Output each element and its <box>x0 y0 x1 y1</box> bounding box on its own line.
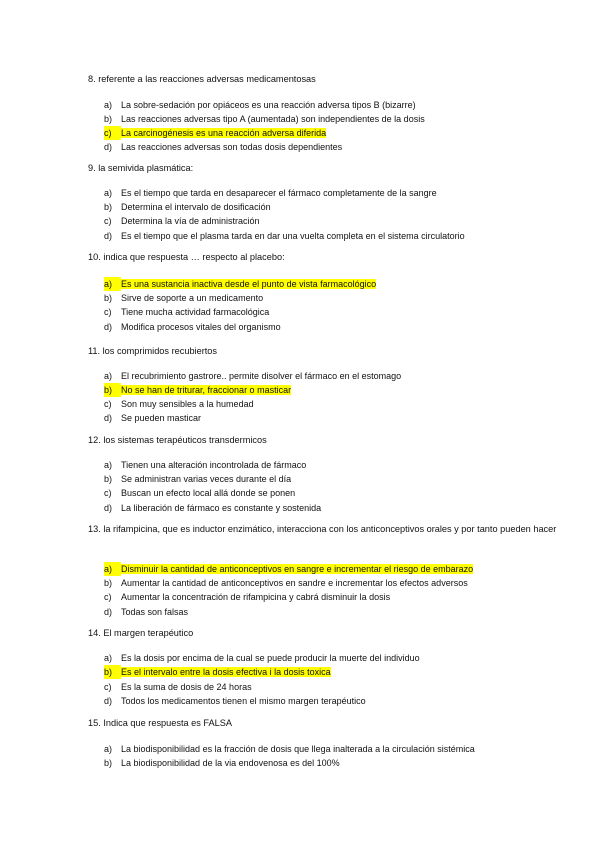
option-8-a <box>104 98 560 112</box>
option-text: Modifica procesos vitales del organismo <box>121 322 281 332</box>
option-10-b <box>104 291 560 305</box>
option-letter: a) <box>104 277 121 291</box>
highlighted-answer: No se han de triturar, fraccionar o masticar <box>121 385 292 395</box>
option-text: Se pueden masticar <box>121 413 202 423</box>
option-9-a <box>104 186 560 200</box>
question-10: 10. indica que respuesta … respecto al placebo: <box>88 252 285 262</box>
option-letter: c) <box>104 307 112 317</box>
option-11-b <box>104 383 560 397</box>
option-letter: c) <box>104 488 112 498</box>
option-letter: a) <box>104 744 113 754</box>
option-14-b <box>104 665 560 679</box>
highlighted-answer: Es el intervalo entre la dosis efectiva i la dosis toxica <box>121 667 331 677</box>
option-letter: d) <box>104 696 113 706</box>
option-9-d <box>104 229 560 243</box>
option-text: Buscan un efecto local allá donde se ponen <box>121 488 296 498</box>
option-text: Todos los medicamentos tienen el mismo margen terapéutico <box>121 696 366 706</box>
option-letter: a) <box>104 371 113 381</box>
option-text: Aumentar la concentración de rifampicina y cabrá disminuir la dosis <box>121 592 391 602</box>
option-12-c <box>104 486 560 500</box>
option-11-a <box>104 369 560 383</box>
option-14-c <box>104 680 560 694</box>
option-9-b <box>104 200 560 214</box>
option-text: La sobre-sedación por opiáceos es una reacción adversa tipos B (bizarre) <box>121 100 416 110</box>
question-8: 8. referente a las reacciones adversas medicamentosas <box>88 74 316 84</box>
option-letter: a) <box>104 100 113 110</box>
option-letter: d) <box>104 607 113 617</box>
option-letter: b) <box>104 293 113 303</box>
option-letter: b) <box>104 758 113 768</box>
option-text: Determina la vía de administración <box>121 216 260 226</box>
option-10-d <box>104 320 560 334</box>
option-text: Aumentar la cantidad de anticonceptivos en sandre e incrementar los efectos adversos <box>121 578 468 588</box>
option-letter: a) <box>104 562 121 576</box>
option-letter: c) <box>104 216 112 226</box>
option-text: Es el tiempo que tarda en desaparecer el fármaco completamente de la sangre <box>121 188 437 198</box>
option-text: Se administran varias veces durante el día <box>121 474 292 484</box>
option-8-d <box>104 140 560 154</box>
option-11-c <box>104 397 560 411</box>
option-13-c <box>104 590 560 604</box>
option-letter: c) <box>104 126 121 140</box>
question-15: 15. Indica que respuesta es FALSA <box>88 718 233 728</box>
option-letter: d) <box>104 322 113 332</box>
question-14: 14. El margen terapéutico <box>88 628 194 638</box>
option-12-d <box>104 501 560 515</box>
option-13-b <box>104 576 560 590</box>
option-letter: b) <box>104 474 113 484</box>
option-text: Todas son falsas <box>121 607 189 617</box>
option-text: Es el tiempo que el plasma tarda en dar una vuelta completa en el sistema circulatorio <box>121 231 465 241</box>
option-8-b <box>104 112 560 126</box>
option-text: Es la dosis por encima de la cual se puede producir la muerte del individuo <box>121 653 420 663</box>
option-8-c <box>104 126 560 140</box>
option-letter: b) <box>104 578 113 588</box>
option-12-a <box>104 458 560 472</box>
option-text: Tienen una alteración incontrolada de fármaco <box>121 460 307 470</box>
option-11-d <box>104 411 560 425</box>
question-9: 9. la semivida plasmática: <box>88 163 194 173</box>
option-text: Tiene mucha actividad farmacológica <box>121 307 270 317</box>
option-13-a <box>104 562 560 576</box>
option-text: Las reacciones adversas son todas dosis dependientes <box>121 142 343 152</box>
option-10-c <box>104 305 560 319</box>
option-text: La biodisponibilidad es la fracción de dosis que llega inalterada a la circulación sistémica <box>121 744 475 754</box>
option-text: El recubrimiento gastrore.. permite disolver el fármaco en el estomago <box>121 371 402 381</box>
question-11: 11. los comprimidos recubiertos <box>88 346 218 356</box>
option-letter: d) <box>104 231 113 241</box>
option-letter: b) <box>104 114 113 124</box>
option-text: Son muy sensibles a la humedad <box>121 399 254 409</box>
option-9-c <box>104 214 560 228</box>
option-10-a <box>104 277 560 291</box>
option-14-a <box>104 651 560 665</box>
option-letter: a) <box>104 460 113 470</box>
question-12: 12. los sistemas terapéuticos transdermicos <box>88 435 267 445</box>
option-letter: b) <box>104 383 121 397</box>
option-15-a <box>104 742 560 756</box>
highlighted-answer: La carcinogénesis es una reacción adversa diferida <box>121 128 327 138</box>
highlighted-answer: Disminuir la cantidad de anticonceptivos en sangre e incrementar el riesgo de embarazo <box>121 564 474 574</box>
highlighted-answer: Es una sustancia inactiva desde el punto de vista farmacológico <box>121 279 377 289</box>
option-letter: a) <box>104 653 113 663</box>
option-15-b <box>104 756 560 770</box>
option-letter: c) <box>104 682 112 692</box>
option-14-d <box>104 694 560 708</box>
option-text: Las reacciones adversas tipo A (aumentada) son independientes de la dosis <box>121 114 425 124</box>
option-letter: b) <box>104 665 121 679</box>
option-letter: c) <box>104 399 112 409</box>
option-letter: b) <box>104 202 113 212</box>
question-13: 13. la rifampicina, que es inductor enzimático, interacciona con los anticonceptivos orales y por tanto pueden hacer <box>88 524 557 534</box>
option-text: La biodisponibilidad de la via endovenosa es del 100% <box>121 758 340 768</box>
option-letter: d) <box>104 413 113 423</box>
option-text: Es la suma de dosis de 24 horas <box>121 682 252 692</box>
option-13-d <box>104 605 560 619</box>
option-letter: d) <box>104 142 113 152</box>
option-text: Sirve de soporte a un medicamento <box>121 293 264 303</box>
option-letter: c) <box>104 592 112 602</box>
option-letter: a) <box>104 188 113 198</box>
option-letter: d) <box>104 503 113 513</box>
option-text: La liberación de fármaco es constante y sostenida <box>121 503 322 513</box>
option-12-b <box>104 472 560 486</box>
option-text: Determina el intervalo de dosificación <box>121 202 271 212</box>
